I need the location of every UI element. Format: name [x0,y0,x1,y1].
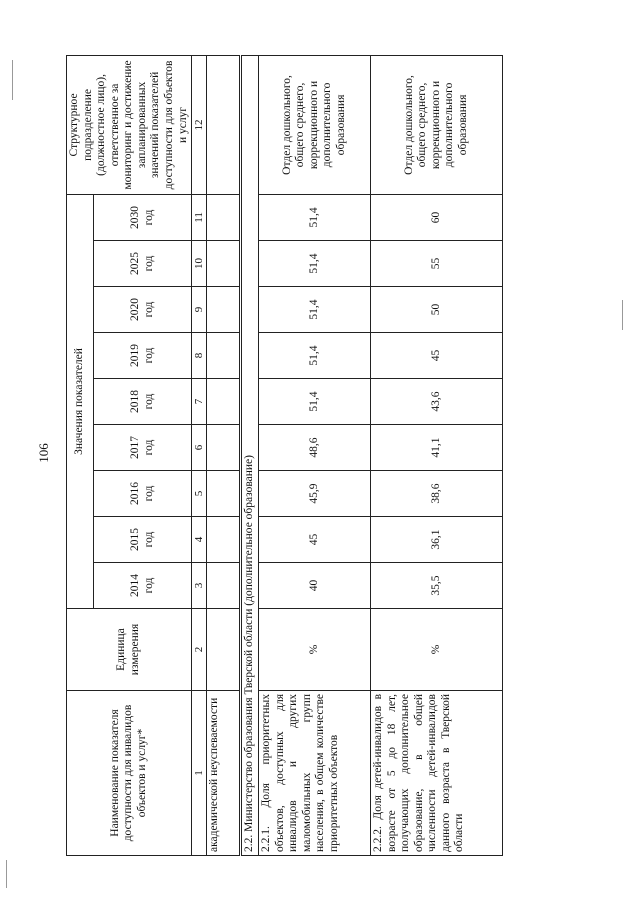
scan-mark-left [12,60,13,100]
column-number: 11 [192,194,207,240]
header-year: 2030 год [94,194,192,240]
column-number: 7 [192,379,207,425]
table-row [371,55,503,855]
header-year: 2017 год [94,425,192,471]
header-year: 2020 год [94,287,192,333]
responsible-unit: Отдел дошкольного, общего среднего, коррекционного и дополнительного образования [259,55,371,194]
header-year: 2018 год [94,379,192,425]
continuation-text: академической неуспеваемости [207,691,241,856]
indicator-value: 43,6 [371,379,503,425]
indicator-value: 51,4 [259,333,371,379]
indicator-value: 51,4 [259,379,371,425]
indicator-value: 45 [371,333,503,379]
header-year: 2014 год [94,563,192,609]
header-name: Наименование показателя доступности для инвалидов объектов и услуг* [67,691,192,856]
indicator-value: 51,4 [259,194,371,240]
section-header-row [241,55,259,855]
column-number: 9 [192,287,207,333]
header-year: 2019 год [94,333,192,379]
header-row-group [67,55,94,855]
header-year: 2025 год [94,241,192,287]
indicator-value: 60 [371,194,503,240]
header-responsible: Структурное подразделение (должностное лицо), ответственное за мониторинг и достижение запланированных значений показателей доступности для объектов и услуг [67,55,192,194]
indicator-unit: % [259,609,371,691]
header-year: 2015 год [94,517,192,563]
header-unit: Единица измерения [67,609,192,691]
column-number: 8 [192,333,207,379]
indicator-value: 45 [259,517,371,563]
indicator-unit: % [371,609,503,691]
column-number: 2 [192,609,207,691]
indicator-value: 45,9 [259,471,371,517]
indicator-value: 50 [371,287,503,333]
column-number: 4 [192,517,207,563]
column-number: 5 [192,471,207,517]
page-number: 106 [36,443,51,463]
column-number-row [192,55,207,855]
indicator-value: 51,4 [259,241,371,287]
column-number: 10 [192,241,207,287]
indicator-value: 51,4 [259,287,371,333]
column-number: 3 [192,563,207,609]
indicator-value: 48,6 [259,425,371,471]
column-number: 6 [192,425,207,471]
indicator-value: 36,1 [371,517,503,563]
column-number: 12 [192,55,207,194]
header-year: 2016 год [94,471,192,517]
section-title: 2.2. Министерство образования Тверской области (дополнительное образование) [241,55,259,855]
responsible-unit: Отдел дошкольного, общего среднего, коррекционного и дополнительного образования [371,55,503,194]
column-number: 1 [192,691,207,856]
indicator-value: 40 [259,563,371,609]
indicator-name: 2.2.1. Доля приоритетных объектов, доступных для инвалидов и других маломобильных групп населения, в общем количестве приоритетных объектов [259,691,371,856]
indicators-table [66,55,503,856]
continuation-row [207,55,241,855]
scan-mark-right [622,300,623,330]
scan-mark-bottom-left [6,860,7,888]
rotated-table-container [66,56,586,856]
indicator-value: 41,1 [371,425,503,471]
indicator-name: 2.2.2. Доля детей-инвалидов в возрасте от 5 до 18 лет, получающих дополнительное образование, в общей численности детей-инвалидов данного возраста в Тверской области [371,691,503,856]
header-values-group: Значения показателей [67,194,94,608]
indicator-value: 35,5 [371,563,503,609]
indicator-value: 38,6 [371,471,503,517]
indicator-value: 55 [371,241,503,287]
table-row [259,55,371,855]
